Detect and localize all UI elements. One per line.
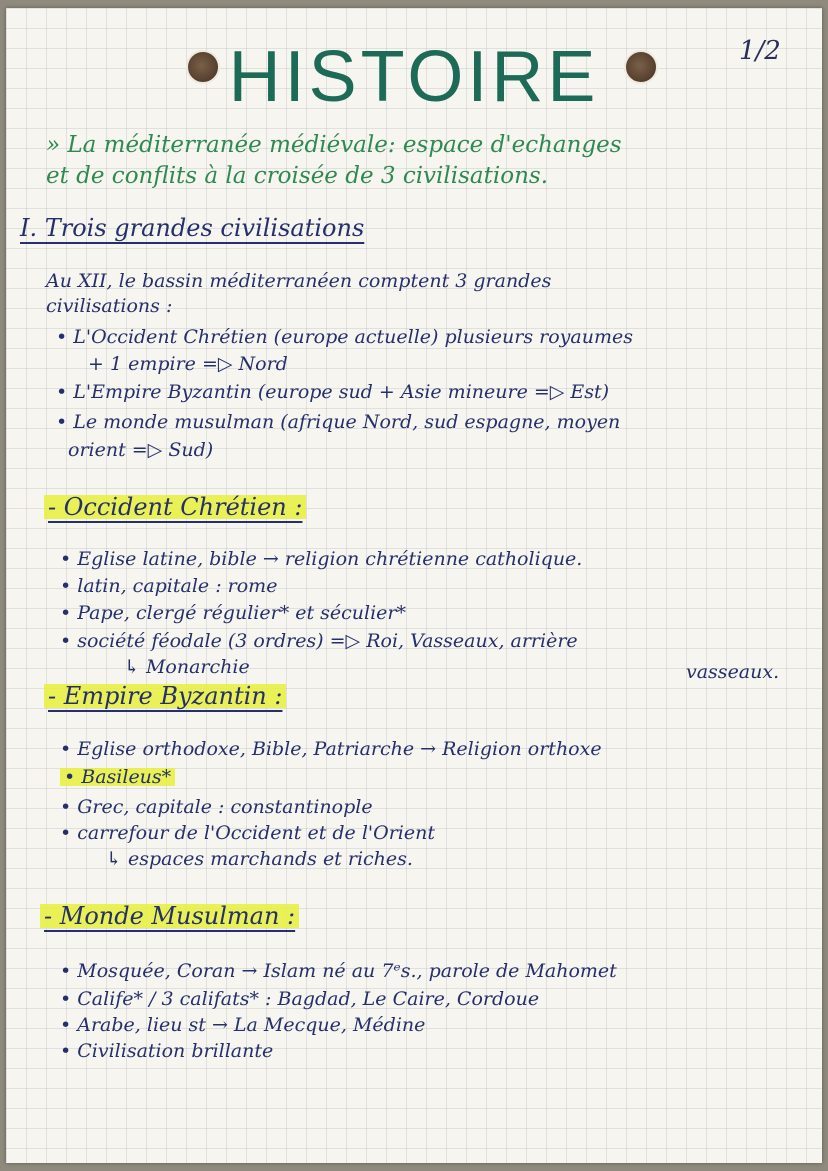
musulman-heading-text: - Monde Musulman : [40,902,299,930]
intro-line: • Le monde musulman (afrique Nord, sud espagne, moyen [56,411,621,433]
occident-heading-text: - Occident Chrétien : [44,493,306,521]
basileus-highlight: • Basileus* [60,766,175,788]
occident-line: • Pape, clergé régulier* et séculier* [60,602,406,624]
occident-line: • société féodale (3 ordres) =▷ Roi, Vasseaux, arrière [60,630,578,652]
intro-line: + 1 empire =▷ Nord [88,353,288,375]
byzantin-heading [44,684,286,708]
occident-line: vasseaux. [686,661,780,683]
occident-line: • Eglise latine, bible → religion chrétienne catholique. [60,548,583,570]
intro-line: Au XII, le bassin méditerranéen comptent 3 grandes [46,270,552,292]
musulman-line: • Calife* / 3 califats* : Bagdad, Le Caire, Cordoue [60,988,540,1010]
section-1-title: I. Trois grandes civilisations [20,214,365,242]
musulman-line: • Mosquée, Coran → Islam né au 7ᵉs., parole de Mahomet [60,960,617,982]
occident-heading [44,495,306,519]
subtitle-line-2: et de conflits à la croisée de 3 civilisations. [46,163,549,189]
intro-line: orient =▷ Sud) [68,439,214,461]
notebook-page [6,8,822,1163]
occident-line: • latin, capitale : rome [60,575,278,597]
byzantin-line: • carrefour de l'Occident et de l'Orient [60,822,435,844]
page-number: 1/2 [739,36,781,66]
intro-line: civilisations : [46,295,173,317]
occident-line: ↳ Monarchie [124,656,250,678]
intro-line: • L'Occident Chrétien (europe actuelle) plusieurs royaumes [56,326,633,348]
byzantin-heading-text: - Empire Byzantin : [44,682,286,710]
intro-line: • L'Empire Byzantin (europe sud + Asie mineure =▷ Est) [56,381,610,403]
musulman-line: • Civilisation brillante [60,1040,274,1062]
byzantin-line: • Eglise orthodoxe, Bible, Patriarche → Religion orthoxe [60,738,602,760]
musulman-heading [40,904,299,928]
byzantin-line: • Grec, capitale : constantinople [60,796,373,818]
byzantin-line [60,768,175,787]
byzantin-line: ↳ espaces marchands et riches. [106,848,413,870]
page-title: HISTOIRE [228,37,600,117]
subtitle-line-1: » La méditerranée médiévale: espace d'echanges [46,132,622,158]
musulman-line: • Arabe, lieu st → La Mecque, Médine [60,1014,426,1036]
